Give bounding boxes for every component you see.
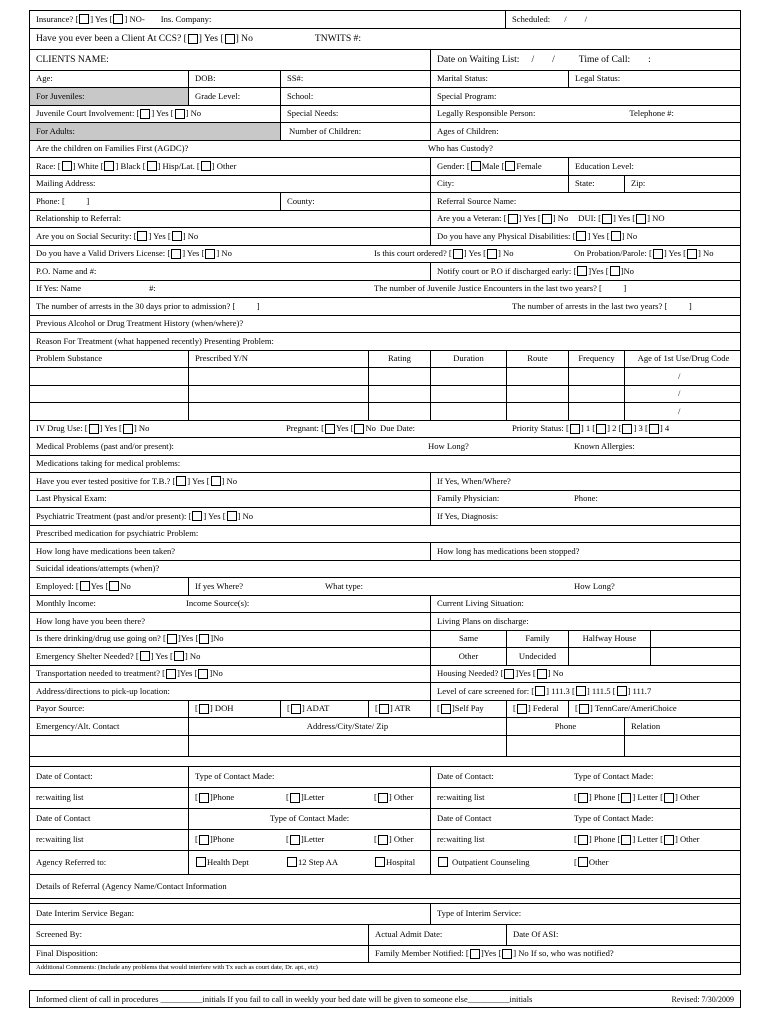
- medical-problems-row: [30, 438, 740, 456]
- arrests-two-years-field[interactable]: The number of arrests in the last two years? [ ]: [512, 300, 692, 311]
- dob-field[interactable]: DOB:: [188, 71, 282, 88]
- phone-row: [30, 193, 740, 211]
- contact-letter-checkbox[interactable]: [290, 835, 300, 845]
- agency-referred-row: Agency Referred to: Health Dept 12 Step AA Hospital Outpatient Counseling [ Other: [30, 851, 740, 875]
- priority-3-checkbox[interactable]: [622, 424, 632, 434]
- veteran-no-checkbox[interactable]: [542, 214, 552, 224]
- license-yes-checkbox[interactable]: [171, 249, 181, 259]
- number-of-children-field[interactable]: Number of Children:: [280, 123, 430, 140]
- pickup-address-field[interactable]: Address/directions to pick-up location:: [36, 685, 170, 696]
- mailing-row: [30, 176, 740, 194]
- ss-no-checkbox[interactable]: [172, 231, 182, 241]
- veteran-yes-checkbox[interactable]: [508, 214, 518, 224]
- referred-health-dept-checkbox[interactable]: [196, 857, 206, 867]
- last-physical-field[interactable]: Last Physical Exam:: [36, 493, 107, 504]
- employed-row: Employed: [ Yes [ No If yes Where? What type: How Long?: [30, 578, 740, 596]
- admit-date-field[interactable]: Actual Admit Date:: [368, 925, 506, 945]
- housing-yes-checkbox[interactable]: [504, 669, 514, 679]
- referred-other-checkbox[interactable]: [578, 857, 588, 867]
- tb-no-checkbox[interactable]: [211, 476, 221, 486]
- insurance-row: Insurance? [ ] Yes [ ] NO- Ins. Company: Scheduled: / /: [30, 11, 740, 29]
- legal-status-field[interactable]: Legal Status:: [568, 71, 742, 88]
- pregnant-no-checkbox[interactable]: [354, 424, 364, 434]
- physician-phone-field[interactable]: Phone:: [574, 493, 598, 504]
- table-row[interactable]: /: [30, 403, 740, 421]
- court-yes-checkbox[interactable]: [453, 249, 463, 259]
- meds-stopped-field[interactable]: How long has medications been stopped?: [430, 543, 742, 560]
- juvenile-court-row: Juvenile Court Involvement: [ ] Yes [ ] No Special Needs: Legally Responsible Person: Telephone #:: [30, 106, 740, 124]
- po-row: P.O. Name and #: Notify court or P.O if discharged early: [ ]Yes [ ]No: [30, 263, 740, 281]
- substance-table-header: Problem Substance Prescribed Y/N Rating Duration Route Frequency Age of 1st Use/Drug Code: [30, 351, 740, 369]
- referred-hospital-checkbox[interactable]: [375, 857, 385, 867]
- contact-other-checkbox[interactable]: [378, 793, 388, 803]
- relationship-row: Relationship to Referral: Are you a Veteran: [ ] Yes [ ] No DUI: [ ] Yes [ ] NO: [30, 211, 740, 229]
- level-1115-checkbox[interactable]: [576, 686, 586, 696]
- payor-tenncare-checkbox[interactable]: [579, 704, 589, 714]
- tb-row: Have you ever tested positive for T.B.? [ ] Yes [ ] No If Yes, When/Where?: [30, 473, 740, 491]
- waiting-list-label: Date on Waiting List:: [437, 53, 520, 65]
- table-row[interactable]: /: [30, 386, 740, 404]
- drinking-yes-checkbox[interactable]: [167, 634, 177, 644]
- level-1113-checkbox[interactable]: [535, 686, 545, 696]
- transportation-row: Transportation needed to treatment? [ ]Yes [ ]No Housing Needed? [ ]Yes [ ] No: [30, 666, 740, 684]
- suicidal-row[interactable]: Suicidal ideations/attempts (when)?: [30, 561, 740, 579]
- contact-letter-checkbox[interactable]: [621, 835, 631, 845]
- housing-no-checkbox[interactable]: [537, 669, 547, 679]
- scheduled-label: Scheduled:: [512, 13, 551, 24]
- for-juveniles-header: For Juveniles:: [30, 88, 188, 105]
- priority-1-checkbox[interactable]: [570, 424, 580, 434]
- call-in-notice: Informed client of call in procedures __________initials If you fail to call in weekly your bed date will be given to someone else__________initials: [36, 994, 533, 1004]
- asi-date-field[interactable]: Date Of ASI:: [506, 925, 742, 945]
- payor-adat-checkbox[interactable]: [291, 704, 301, 714]
- client-name-field[interactable]: CLIENTS NAME:: [36, 53, 109, 65]
- employed-no-checkbox[interactable]: [109, 581, 119, 591]
- payor-federal-checkbox[interactable]: [517, 704, 527, 714]
- ages-of-children-field[interactable]: Ages of Children:: [430, 123, 742, 140]
- school-field[interactable]: School:: [280, 88, 430, 105]
- iv-drug-row: IV Drug Use: [ ] Yes [ ] No Pregnant: [ Yes [ No Due Date: Priority Status: [ ] 1 [ ] 2 [ ] 3 [ ] 4: [30, 421, 740, 439]
- section-spacer: [30, 757, 740, 767]
- ss-yes-checkbox[interactable]: [137, 231, 147, 241]
- transport-yes-checkbox[interactable]: [166, 669, 176, 679]
- tb-when-field[interactable]: If Yes, When/Where?: [430, 473, 742, 490]
- race-white-checkbox[interactable]: [62, 161, 72, 171]
- gender-male-checkbox[interactable]: [471, 161, 481, 171]
- responsible-person-label: Legally Responsible Person:: [437, 108, 536, 119]
- living-situation-field[interactable]: Current Living Situation:: [430, 596, 742, 613]
- final-disposition-field[interactable]: Final Disposition:: [36, 948, 98, 959]
- disability-no-checkbox[interactable]: [611, 231, 621, 241]
- contact-other-checkbox[interactable]: [664, 835, 674, 845]
- allergies-field[interactable]: Known Allergies:: [574, 440, 635, 451]
- plan-other-option[interactable]: Other: [430, 648, 506, 665]
- additional-comments-row[interactable]: Additional Comments: (Include any problems that would interfere with Tx such as court date, Dr. apt., etc): [30, 963, 740, 975]
- mailing-address-field[interactable]: Mailing Address:: [36, 178, 96, 189]
- contact-row-2-header: Date of Contact Type of Contact Made: Date of Contact Type of Contact Made:: [30, 809, 740, 830]
- plan-undecided-option[interactable]: Undecided: [506, 648, 568, 665]
- screened-row: [30, 925, 740, 946]
- relationship-field[interactable]: Relationship to Referral:: [36, 213, 121, 224]
- insurance-label: Insurance? [: [36, 13, 79, 24]
- priority-4-checkbox[interactable]: [649, 424, 659, 434]
- diagnosis-field[interactable]: If Yes, Diagnosis:: [430, 508, 742, 525]
- intake-form: [29, 10, 741, 975]
- marital-status-field[interactable]: Marital Status:: [430, 71, 568, 88]
- tnwits-label: TNWITS #:: [314, 32, 362, 44]
- transport-no-checkbox[interactable]: [198, 669, 208, 679]
- pregnant-yes-checkbox[interactable]: [325, 424, 335, 434]
- contact-row-1-header: Date of Contact: Type of Contact Made: Date of Contact: Type of Contact Made:: [30, 767, 740, 788]
- po-name-field[interactable]: P.O. Name and #:: [36, 265, 97, 276]
- special-needs-field[interactable]: Special Needs:: [280, 106, 430, 123]
- emergency-contact-header: Emergency/Alt. Contact Address/City/State/ Zip Phone Relation: [30, 718, 740, 736]
- monthly-income-field[interactable]: Monthly Income:: [36, 598, 96, 609]
- plan-halfway-option[interactable]: Halfway House: [568, 631, 650, 648]
- payor-doh-checkbox[interactable]: [199, 704, 209, 714]
- shelter-no-checkbox[interactable]: [174, 651, 184, 661]
- physical-exam-row: [30, 491, 740, 509]
- meds-taken-field[interactable]: How long have medications been taken?: [36, 545, 176, 556]
- race-row: Race: [ ] White [ ] Black [ ] Hisp/Lat. [ ] Other Gender: [ Male [ Female Education Level:: [30, 158, 740, 176]
- level-1117-checkbox[interactable]: [617, 686, 627, 696]
- education-level-field[interactable]: Education Level:: [568, 158, 742, 175]
- pickup-row: Address/directions to pick-up location: Level of care screened for: [ ] 111.3 [ ] 111.5 [ ] 111.7: [30, 683, 740, 701]
- probation-yes-checkbox[interactable]: [653, 249, 663, 259]
- psych-no-checkbox[interactable]: [227, 511, 237, 521]
- footer: [29, 990, 741, 1008]
- contact-other-checkbox[interactable]: [378, 835, 388, 845]
- client-name-row: CLIENTS NAME: Date on Waiting List: / / Time of Call: :: [30, 50, 740, 71]
- families-first-row: Are the children on Families First (AGDC)? Who has Custody?: [30, 141, 740, 159]
- juvenile-justice-field[interactable]: The number of Juvenile Justice Encounters in the last two years? [ ]: [374, 283, 627, 294]
- age-field[interactable]: Age:: [36, 73, 53, 84]
- dui-no-checkbox[interactable]: [636, 214, 646, 224]
- family-notified-yes-checkbox[interactable]: [470, 949, 480, 959]
- license-row: Do you have a Valid Drivers License: [ ] Yes [ ] No Is this court ordered? [ ] Yes [ ] No On Probation/Parole: [ ] Yes [ ] No: [30, 246, 740, 264]
- contact-phone-checkbox[interactable]: [199, 835, 209, 845]
- how-long-field[interactable]: How Long?: [428, 440, 469, 451]
- insurance-yes-checkbox[interactable]: [79, 14, 89, 24]
- meds-duration-row: [30, 543, 740, 561]
- family-notified-no-checkbox[interactable]: [502, 949, 512, 959]
- age-row: [30, 71, 740, 89]
- medical-problems-field[interactable]: Medical Problems (past and/or present):: [36, 440, 174, 451]
- living-plans-field[interactable]: Living Plans on discharge:: [430, 613, 742, 630]
- contact-row-2-options: re:waiting list [ ]Phone [ ]Letter [ ] Other re:waiting list [ ] Phone [ ] Letter [ ] Other: [30, 830, 740, 851]
- referred-12-step-checkbox[interactable]: [287, 857, 297, 867]
- client-at-ccs-label: Have you ever been a Client At CCS? [: [36, 32, 187, 44]
- contact-phone-checkbox[interactable]: [199, 793, 209, 803]
- gender-female-checkbox[interactable]: [505, 161, 515, 171]
- employed-yes-checkbox[interactable]: [80, 581, 90, 591]
- how-long-there-field[interactable]: How long have you been there?: [36, 615, 146, 626]
- table-row[interactable]: /: [30, 368, 740, 386]
- previous-treatment-row[interactable]: Previous Alcohol or Drug Treatment History (when/where)?: [30, 316, 740, 334]
- plan-family-option[interactable]: Family: [506, 631, 568, 648]
- city-field[interactable]: City:: [430, 176, 568, 193]
- interim-date-field[interactable]: Date Interim Service Began:: [36, 908, 135, 919]
- ssn-field[interactable]: SS#:: [280, 71, 430, 88]
- psychiatric-row: Psychiatric Treatment (past and/or present): [ ] Yes [ ] No If Yes, Diagnosis:: [30, 508, 740, 526]
- employment-how-long-field[interactable]: How Long?: [574, 580, 615, 591]
- social-security-row: Are you on Social Security: [ ] Yes [ ] No Do you have any Physical Disabilities: [ ] Yes [ ] No: [30, 228, 740, 246]
- contact-phone-checkbox[interactable]: [578, 835, 588, 845]
- contact-phone-checkbox[interactable]: [578, 793, 588, 803]
- income-row: [30, 596, 740, 614]
- arrests-30-days-field[interactable]: The number of arrests in the 30 days prior to admission? [ ]: [36, 300, 260, 311]
- special-program-field[interactable]: Special Program:: [430, 88, 742, 105]
- race-other-checkbox[interactable]: [201, 161, 211, 171]
- jci-no-checkbox[interactable]: [175, 109, 185, 119]
- disability-yes-checkbox[interactable]: [576, 231, 586, 241]
- state-field[interactable]: State:: [568, 176, 624, 193]
- interim-service-row: [30, 904, 740, 925]
- client-history-row: Have you ever been a Client At CCS? [ ] Yes [ ] No TNWITS #:: [30, 29, 740, 50]
- arrests-row: [30, 298, 740, 316]
- medications-row[interactable]: Medications taking for medical problems:: [30, 456, 740, 474]
- tb-yes-checkbox[interactable]: [176, 476, 186, 486]
- employment-where-label: If yes Where?: [195, 580, 244, 591]
- interim-type-field[interactable]: Type of Interim Service:: [430, 904, 742, 924]
- grade-level-field[interactable]: Grade Level:: [188, 88, 280, 105]
- drinking-row: Is there drinking/drug use going on? [ ]Yes [ ]No Same Family Halfway House: [30, 631, 740, 649]
- payor-row: Payor Source: [ ] DOH [ ] ADAT [ ] ATR [ ]Self Pay [ ] Federal [ ] TennCare/AmeriChoice: [30, 701, 740, 719]
- dui-yes-checkbox[interactable]: [602, 214, 612, 224]
- shelter-yes-checkbox[interactable]: [140, 651, 150, 661]
- contact-letter-checkbox[interactable]: [621, 793, 631, 803]
- notify-no-checkbox[interactable]: [610, 266, 620, 276]
- living-duration-row: [30, 613, 740, 631]
- race-black-checkbox[interactable]: [104, 161, 114, 171]
- employment-type-label: What type:: [325, 580, 363, 591]
- license-no-checkbox[interactable]: [205, 249, 215, 259]
- insurance-no-checkbox[interactable]: [113, 14, 123, 24]
- for-adults-header: For Adults:: [30, 123, 280, 140]
- payor-atr-checkbox[interactable]: [379, 704, 389, 714]
- shelter-row: Emergency Shelter Needed? [ ] Yes [ ] No Other Undecided: [30, 648, 740, 666]
- referral-details-row[interactable]: Details of Referral (Agency Name/Contact Information: [30, 875, 740, 899]
- juveniles-row: [30, 88, 740, 106]
- telephone-label: Telephone #:: [629, 108, 674, 119]
- referred-outpatient-checkbox[interactable]: [438, 857, 448, 867]
- phone-field[interactable]: Phone: [ ]: [36, 195, 90, 206]
- jci-yes-checkbox[interactable]: [140, 109, 150, 119]
- contact-row-1-options: re:waiting list [ ]Phone [ ]Letter [ ] Other re:waiting list [ ] Phone [ ] Letter [ ] Other: [30, 788, 740, 809]
- client-no-checkbox[interactable]: [225, 34, 235, 44]
- income-sources-field[interactable]: Income Source(s):: [186, 598, 250, 609]
- referral-source-field[interactable]: Referral Source Name:: [430, 193, 742, 210]
- revised-date: Revised: 7/30/2009: [671, 994, 734, 1004]
- time-of-call-label: Time of Call:: [578, 53, 631, 65]
- court-no-checkbox[interactable]: [487, 249, 497, 259]
- final-disposition-row: Final Disposition: Family Member Notified: [ ]Yes [ ] No If so, who was notified?: [30, 946, 740, 964]
- plan-same-option[interactable]: Same: [430, 631, 506, 648]
- family-physician-field[interactable]: Family Physician:: [430, 491, 568, 508]
- adults-row: [30, 123, 740, 141]
- probation-no-checkbox[interactable]: [687, 249, 697, 259]
- screened-by-field[interactable]: Screened By:: [36, 929, 83, 940]
- ifyes-row: If Yes: Name #: The number of Juvenile Justice Encounters in the last two years? [ ]: [30, 281, 740, 299]
- county-field[interactable]: County:: [280, 193, 430, 210]
- race-hisp-checkbox[interactable]: [147, 161, 157, 171]
- psych-meds-row[interactable]: Prescribed medication for psychiatric Problem:: [30, 526, 740, 544]
- reason-row[interactable]: Reason For Treatment (what happened recently) Presenting Problem:: [30, 333, 740, 351]
- iv-no-checkbox[interactable]: [123, 424, 133, 434]
- notify-yes-checkbox[interactable]: [577, 266, 587, 276]
- contact-other-checkbox[interactable]: [664, 793, 674, 803]
- emergency-contact-entry[interactable]: [30, 736, 740, 757]
- client-yes-checkbox[interactable]: [188, 34, 198, 44]
- payor-selfpay-checkbox[interactable]: [441, 704, 451, 714]
- priority-2-checkbox[interactable]: [596, 424, 606, 434]
- iv-yes-checkbox[interactable]: [89, 424, 99, 434]
- ins-company-label: Ins. Company:: [160, 13, 212, 24]
- drinking-no-checkbox[interactable]: [199, 634, 209, 644]
- zip-field[interactable]: Zip:: [624, 176, 742, 193]
- psych-yes-checkbox[interactable]: [192, 511, 202, 521]
- contact-letter-checkbox[interactable]: [290, 793, 300, 803]
